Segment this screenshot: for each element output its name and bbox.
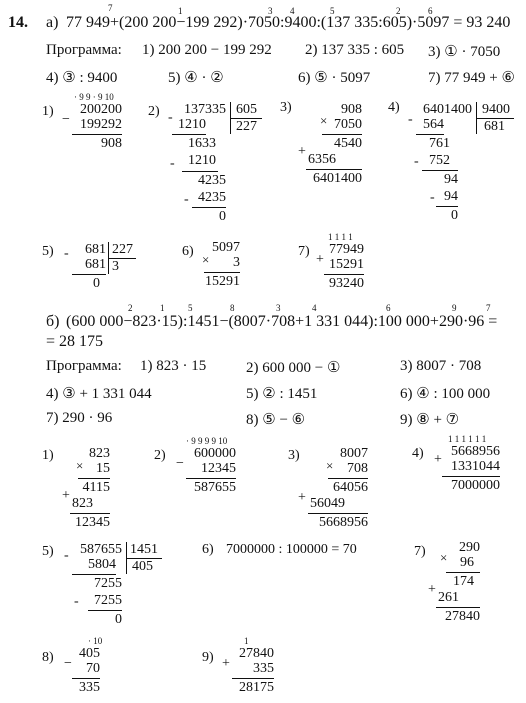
multiplier: 15 bbox=[96, 461, 110, 476]
dividend: 137335 bbox=[184, 102, 226, 117]
order-mark: 3 bbox=[268, 6, 273, 16]
result-line bbox=[186, 478, 236, 479]
plus-sign: + bbox=[434, 452, 442, 467]
calc-number: 4) bbox=[412, 446, 424, 461]
plus-sign: + bbox=[62, 488, 70, 503]
division-remainder: 0 bbox=[219, 209, 226, 224]
calc-number: 6) bbox=[182, 244, 194, 259]
multiplier: 7050 bbox=[334, 117, 362, 132]
calc-number: 9) bbox=[202, 650, 214, 665]
step-line bbox=[422, 170, 458, 171]
sum: 93240 bbox=[329, 276, 364, 291]
quotient: 227 bbox=[236, 119, 257, 134]
addend: 5668956 bbox=[451, 444, 500, 459]
minus-sign: − bbox=[64, 656, 72, 671]
times-sign: × bbox=[76, 458, 84, 473]
partial-product: 56049 bbox=[310, 496, 345, 511]
step-line bbox=[88, 610, 122, 611]
product-line bbox=[328, 478, 368, 479]
program-step: 3) ① · 7050 bbox=[428, 44, 501, 60]
product: 6401400 bbox=[313, 171, 362, 186]
product-line bbox=[446, 572, 480, 573]
division-step: 5804 bbox=[88, 557, 116, 572]
product: 12345 bbox=[75, 515, 110, 530]
program-step: 3) 8007 · 708 bbox=[400, 358, 482, 374]
minus-sign: − bbox=[62, 112, 70, 127]
minus-sign: - bbox=[64, 548, 69, 563]
partial-product: 261 bbox=[438, 590, 459, 605]
multiplicand: 8007 bbox=[340, 446, 368, 461]
plus-sign: + bbox=[222, 656, 230, 671]
dividend: 6401400 bbox=[423, 102, 472, 117]
division-step: 1210 bbox=[178, 117, 206, 132]
minus-sign: - bbox=[414, 154, 419, 169]
order-mark: 7 bbox=[108, 3, 113, 13]
minus-sign: - bbox=[170, 156, 175, 171]
subtrahend: 70 bbox=[86, 661, 100, 676]
program-step: 4) ③ + 1 331 044 bbox=[46, 386, 152, 402]
quotient: 3 bbox=[112, 259, 119, 274]
division-step: 4235 bbox=[198, 173, 226, 188]
partial-product: 64056 bbox=[333, 480, 368, 495]
multiplicand: 823 bbox=[89, 446, 110, 461]
order-mark: 9 bbox=[452, 303, 457, 313]
minus-sign: - bbox=[168, 110, 173, 125]
addend: 1331044 bbox=[451, 459, 500, 474]
sum: 7000000 bbox=[451, 478, 500, 493]
order-mark: 2 bbox=[396, 6, 401, 16]
partial-product: 823 bbox=[72, 496, 93, 511]
calc-number: 5) bbox=[42, 244, 54, 259]
result-line bbox=[72, 134, 122, 135]
sum-line bbox=[442, 476, 500, 477]
calc-number: 6) bbox=[202, 542, 214, 557]
calc-number: 2) bbox=[154, 448, 166, 463]
partial-product: 4540 bbox=[334, 136, 362, 151]
division-step: 564 bbox=[423, 117, 444, 132]
multiplicand: 290 bbox=[459, 540, 480, 555]
addend: 335 bbox=[253, 661, 274, 676]
calc-number: 2) bbox=[148, 104, 160, 119]
step-line bbox=[436, 206, 458, 207]
division-remainder: 0 bbox=[451, 208, 458, 223]
order-mark: 7 bbox=[486, 303, 491, 313]
carry-digits: 1 1 1 1 bbox=[328, 232, 353, 242]
part-b-label: б) bbox=[46, 313, 60, 330]
division-step: 7255 bbox=[94, 593, 122, 608]
sum: 28175 bbox=[239, 680, 274, 695]
program-step: 4) ③ : 9400 bbox=[46, 70, 118, 86]
step-line bbox=[72, 574, 116, 575]
minus-sign: - bbox=[430, 190, 435, 205]
dividend: 587655 bbox=[80, 542, 122, 557]
order-mark: 1 bbox=[160, 303, 165, 313]
order-mark: 5 bbox=[330, 6, 335, 16]
multiplier: 708 bbox=[347, 461, 368, 476]
divisor: 227 bbox=[112, 242, 133, 257]
calc-number: 7) bbox=[298, 244, 310, 259]
part-a-expression: 77 949+(200 200−199 292)·7050:9400:(137 335:605)·5097 = 93 240 bbox=[66, 14, 511, 31]
plus-sign: + bbox=[298, 490, 306, 505]
multiplicand: 5097 bbox=[212, 240, 240, 255]
calc-number: 3) bbox=[280, 100, 292, 115]
program-label: Программа: bbox=[46, 42, 122, 58]
minuend: 405 bbox=[79, 646, 100, 661]
sum-line bbox=[70, 513, 110, 514]
subtrahend: 199292 bbox=[80, 117, 122, 132]
sum-line bbox=[324, 274, 364, 275]
minuend: 200200 bbox=[80, 102, 122, 117]
sum-line bbox=[232, 678, 274, 679]
sum-line bbox=[306, 169, 362, 170]
part-a-label: а) bbox=[46, 14, 59, 31]
difference: 908 bbox=[101, 136, 122, 151]
carry-digits: 1 1 1 1 1 1 bbox=[448, 434, 487, 444]
division-step: 752 bbox=[429, 153, 450, 168]
division-step: 681 bbox=[85, 257, 106, 272]
quotient: 405 bbox=[132, 559, 153, 574]
minuend: 600000 bbox=[194, 446, 236, 461]
subtrahend: 12345 bbox=[201, 461, 236, 476]
carry-digits: · 9 9 · 9 10 bbox=[74, 92, 114, 102]
step-line bbox=[172, 134, 206, 135]
division-equation: 7000000 : 100000 = 70 bbox=[226, 542, 357, 557]
product-line bbox=[204, 272, 240, 273]
difference: 335 bbox=[79, 680, 100, 695]
divisor: 9400 bbox=[482, 102, 510, 117]
program-step: 6) ⑤ · 5097 bbox=[298, 70, 371, 86]
division-step: 1633 bbox=[188, 136, 216, 151]
partial-product: 174 bbox=[453, 574, 474, 589]
division-step: 1210 bbox=[188, 153, 216, 168]
addend: 15291 bbox=[329, 257, 364, 272]
divisor: 1451 bbox=[130, 542, 158, 557]
part-b-expression: (600 000−823·15):1451−(8007·708+1 331 044):100 000+290·96 = bbox=[66, 313, 498, 330]
minus-sign: - bbox=[74, 594, 79, 609]
multiplier: 3 bbox=[233, 255, 240, 270]
division-step: 4235 bbox=[198, 190, 226, 205]
divisor: 605 bbox=[236, 102, 257, 117]
calc-number: 1) bbox=[42, 104, 54, 119]
plus-sign: + bbox=[316, 252, 324, 267]
division-remainder: 0 bbox=[115, 612, 122, 627]
program-step: 7) 77 949 + ⑥ bbox=[428, 70, 515, 86]
addend: 27840 bbox=[239, 646, 274, 661]
program-step: 1) 823 · 15 bbox=[140, 358, 207, 374]
calc-number: 8) bbox=[42, 650, 54, 665]
division-remainder: 0 bbox=[93, 276, 100, 291]
order-mark: 8 bbox=[230, 303, 235, 313]
product: 15291 bbox=[205, 274, 240, 289]
sum-line bbox=[308, 513, 368, 514]
calc-number: 4) bbox=[388, 100, 400, 115]
step-line bbox=[416, 134, 444, 135]
program-step: 6) ④ : 100 000 bbox=[400, 386, 491, 402]
order-mark: 1 bbox=[178, 6, 183, 16]
product: 5668956 bbox=[319, 515, 368, 530]
order-mark: 4 bbox=[312, 303, 317, 313]
minus-sign: − bbox=[176, 456, 184, 471]
minus-sign: - bbox=[184, 192, 189, 207]
carry-digits: · 9 9 9 9 10 bbox=[186, 436, 228, 446]
part-b-result: = 28 175 bbox=[46, 333, 104, 350]
minus-sign: - bbox=[408, 112, 413, 127]
program-step: 2) 137 335 : 605 bbox=[305, 42, 405, 58]
program-step: 1) 200 200 − 199 292 bbox=[142, 42, 272, 58]
order-mark: 3 bbox=[276, 303, 281, 313]
program-step: 7) 290 · 96 bbox=[46, 410, 113, 426]
quotient: 681 bbox=[484, 119, 505, 134]
product: 27840 bbox=[445, 609, 480, 624]
multiplier: 96 bbox=[460, 555, 474, 570]
order-mark: 5 bbox=[188, 303, 193, 313]
program-label: Программа: bbox=[46, 358, 122, 374]
product-line bbox=[322, 134, 362, 135]
calc-number: 7) bbox=[414, 544, 426, 559]
program-step: 8) ⑤ − ⑥ bbox=[246, 412, 306, 428]
division-step: 94 bbox=[444, 172, 458, 187]
order-mark: 2 bbox=[128, 303, 133, 313]
calc-number: 5) bbox=[42, 544, 54, 559]
minus-sign: - bbox=[64, 246, 69, 261]
calc-number: 3) bbox=[288, 448, 300, 463]
order-mark: 6 bbox=[386, 303, 391, 313]
plus-sign: + bbox=[428, 582, 436, 597]
program-step: 2) 600 000 − ① bbox=[246, 360, 341, 376]
multiplicand: 908 bbox=[341, 102, 362, 117]
times-sign: × bbox=[440, 550, 448, 565]
times-sign: × bbox=[320, 113, 328, 128]
carry-digits: 1 bbox=[244, 636, 249, 646]
product-line bbox=[78, 478, 110, 479]
difference: 587655 bbox=[194, 480, 236, 495]
partial-product: 6356 bbox=[308, 152, 336, 167]
times-sign: × bbox=[326, 458, 334, 473]
sum-line bbox=[436, 607, 480, 608]
problem-number: 14. bbox=[8, 14, 28, 31]
plus-sign: + bbox=[298, 144, 306, 159]
partial-product: 4115 bbox=[82, 480, 110, 495]
dividend: 681 bbox=[85, 242, 106, 257]
division-step: 94 bbox=[444, 189, 458, 204]
program-step: 9) ⑧ + ⑦ bbox=[400, 412, 460, 428]
carry-digits: · 10 bbox=[88, 636, 103, 646]
result-line bbox=[72, 678, 100, 679]
step-line bbox=[182, 171, 218, 172]
calc-number: 1) bbox=[42, 448, 54, 463]
program-step: 5) ④ · ② bbox=[168, 70, 224, 86]
times-sign: × bbox=[202, 252, 210, 267]
step-line bbox=[72, 274, 106, 275]
division-step: 7255 bbox=[94, 576, 122, 591]
addend: 77949 bbox=[329, 242, 364, 257]
division-step: 761 bbox=[429, 136, 450, 151]
order-mark: 4 bbox=[290, 6, 295, 16]
order-mark: 6 bbox=[428, 6, 433, 16]
program-step: 5) ② : 1451 bbox=[246, 386, 318, 402]
step-line bbox=[192, 207, 226, 208]
